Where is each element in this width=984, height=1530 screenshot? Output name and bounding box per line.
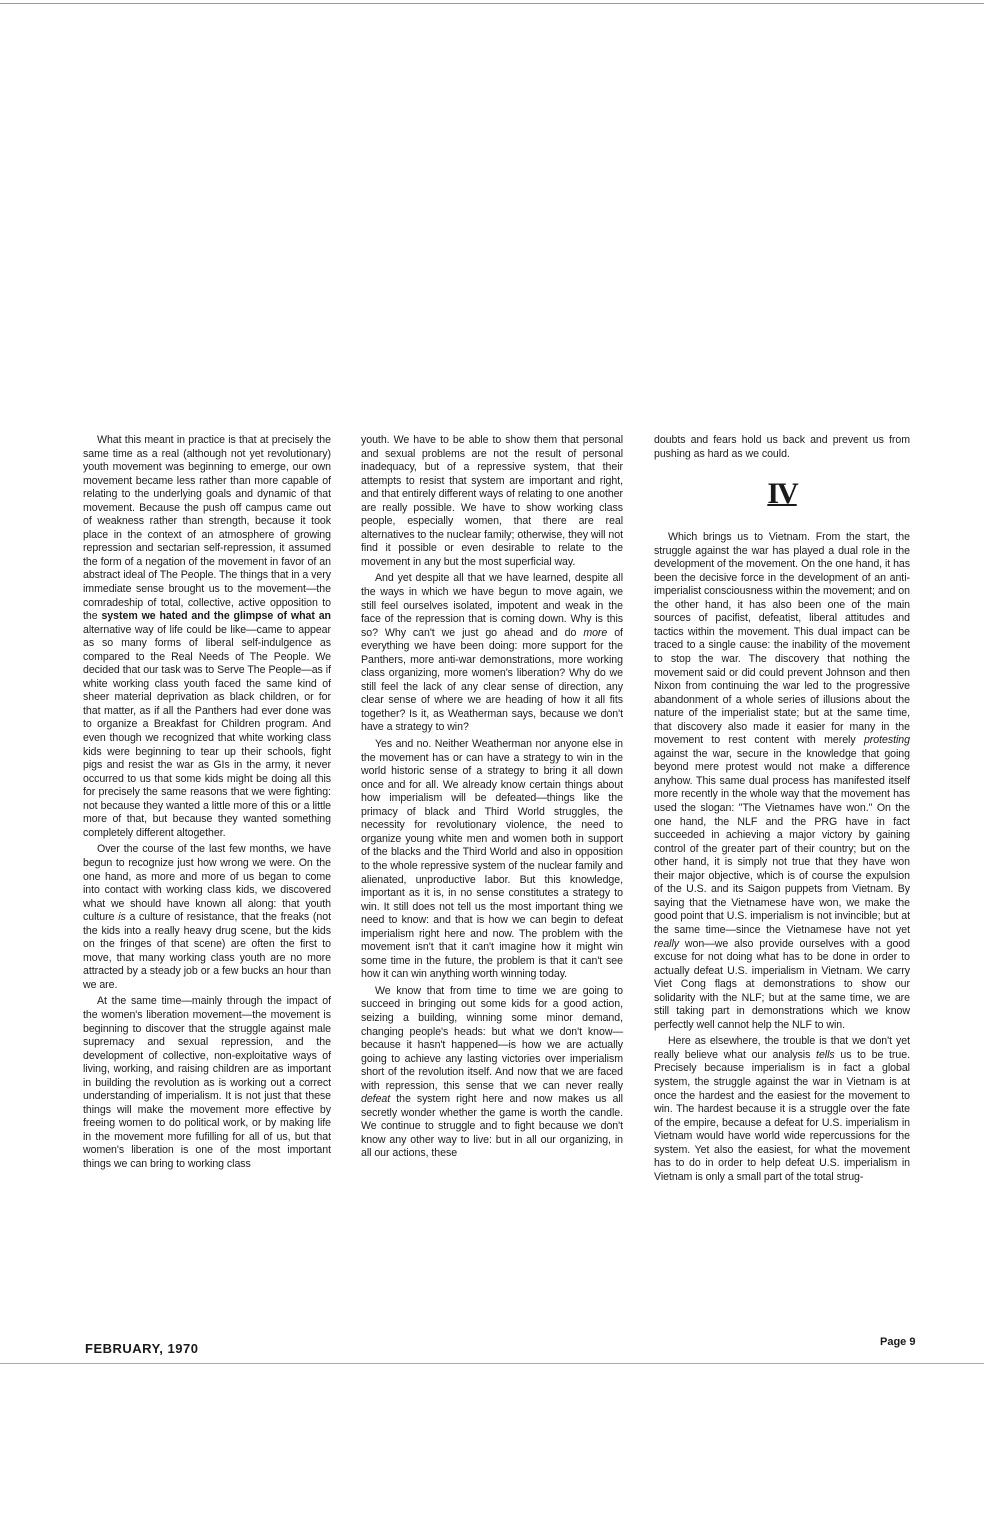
body-text: Which brings us to Vietnam. From the start, the struggle against the war has played a dual role in the development of the movement. On the one hand, it has been the decisive force in the development of an anti-imperialist consciousness within the movement; and on the other hand, it has also been one of the main sources of pacifist, defeatist, liberal attitudes and tactics within the movement. This dual impact can be traced to a single cause: the inability of the movement to stop the war. The discovery that nothing the movement said or did could prevent Johnson and then Nixon from continuing the war led to the progressive abandonment of a whole series of illusions about the nature of the imperialist state; but at the same time, that discovery also made it easier for many in the movement to rest content with merely	[654, 531, 910, 747]
body-text: us to be true. Precisely because imperialism is in fact a global system, the struggle against the war in Vietnam is at once the hardest and the easiest for the movement to win. The hardest because it is a struggle over the fate of the empire, because a defeat for U.S. imperialism in Vietnam would have world wide repercussions for the system. Yet also the easiest, for what the movement has to do in order to help defeat U.S. imperialism in Vietnam is only a small part of the total strug-	[654, 1048, 910, 1183]
body-text: the system right here and now makes us all secretly wonder whether the game is worth the candle. We continue to struggle and to fight because we don't know any other way to live: but in all our organizing, in all our actions, these	[361, 1093, 623, 1160]
paragraph: doubts and fears hold us back and prevent us from pushing as hard as we could.	[654, 434, 910, 460]
body-text: And yet despite all that we have learned, despite all the ways in which we have begun to move again, we still feel ourselves isolated, impotent and weak in the face of the repression that is coming down. Why is this so? Why can't we just go ahead and do	[361, 572, 623, 639]
emphasis-text: is	[118, 911, 126, 924]
section-numeral: IV	[767, 477, 797, 511]
bold-text: system we hated and the glimpse of what an	[101, 610, 331, 623]
paragraph: youth. We have to be able to show them that personal and sexual problems are not the result of personal inadequacy, but of a repressive system, that their attempts to resist that system are important and right, and that entirely different ways of relating to one another are really possible. We have to show working class people, especially women, that there are real alternatives to the nuclear family; otherwise, they will not find it possible or even desirable to relate to the movement in any but the most superficial way.	[361, 434, 623, 568]
emphasis-text: defeat	[361, 1093, 391, 1106]
body-text: won—we also provide ourselves with a good excuse for not doing what has to be done in order to actually defeat U.S. imperialism in Vietnam. We carry Viet Cong flags at demonstrations to show our solidarity with the NLF; but at the same time, we are still taking part in demonstrations which we know perfectly well cannot help the NLF to win.	[654, 937, 910, 1031]
body-text: Here as elsewhere, the trouble is that we don't yet really believe what our analysis	[654, 1035, 910, 1061]
body-text: What this meant in practice is that at precisely the same time as a real (although not yet revolutionary) youth movement was beginning to emerge, our own movement became less rather than more capable of relating to the underlying goals and dynamic of that movement. Because the push off campus came out of weakness rather than strength, because it took place in the context of an atmosphere of growing repression and sectarian self-repression, it assumed the form of a negation of the movement in favor of an abstract ideal of The People. The things that in a very immediate sense brought us to the movement—the comradeship of total, collective, active opposition to the	[83, 434, 331, 623]
body-text: We know that from time to time we are going to succeed in bringing out some kids for a good action, seizing a building, winning some minor demand, changing people's heads: but what we don't know—because it hasn't happened—is how we are actually going to achieve any lasting victories over imperialism short of the revolution itself. And now that we are faced with repression, this sense that we can never really	[361, 984, 623, 1092]
body-text: alternative way of life could be like—came to appear as so many forms of liberal self-indulgence as compared to the Real Needs of The People. We decided that our task was to Serve The People—as if white working class youth faced the same kind of sheer material deprivation as black children, or for that matter, as if all the Panthers had ever done was to organize a Breakfast for Children program. And even though we recognized that white working class kids were beginning to tear up their schools, fight pigs and resist the war as GIs in the army, it never occurred to us that some kids might be doing all this for precisely the same reasons that we were fighting: not because they wanted a little more of this or a little more of that, but because they wanted something completely different altogether.	[83, 623, 331, 839]
paragraph: At the same time—mainly through the impact of the women's liberation movement—the movement is beginning to discover that the struggle against male supremacy and sexual repression, and the development of collective, non-exploitative ways of living, working, and raising children are as important in building the revolution as is working out a correct understanding of imperialism. It is not just that these things will make the movement more effective by freeing women to do political work, or by making life in the movement more fufilling for all of us, but that women's liberation is one of the most important things we can bring to working class	[83, 995, 331, 1170]
emphasis-text: tells	[816, 1048, 835, 1061]
scan-edge-top	[0, 3, 984, 4]
text-column-1	[83, 434, 331, 1175]
paragraph	[83, 434, 331, 840]
body-text: against the war, secure in the knowledge that going beyond mere protest would not make a difference anyhow. This same dual process has manifested itself more recently in the whole way that the movement has used the slogan: "The Vietnames have won." On the one hand, the NLF and the PRG have in fact succeeded in achieving a major victory by gaining control of the greater part of their country; but on the other hand, it is simply not true that they have won their major objective, which is of course the expulsion of the U.S. and its Saigon puppets from Vietnam. By saying that the Vietnamese have won, we make the good point that U.S. imperialism is not invincible; but at the same time—since the Vietnamese have not yet	[654, 747, 910, 936]
paragraph	[654, 1035, 910, 1184]
paragraph	[654, 531, 910, 1032]
text-column-3	[654, 434, 910, 1187]
footer-date: FEBRUARY, 1970	[85, 1341, 199, 1356]
paragraph	[361, 985, 623, 1161]
paragraph: Yes and no. Neither Weatherman nor anyone else in the movement has or can have a strategy to win in the world historic sense of a strategy to bring it all down once and for all. We already know certain things about how imperialism will be defeated—things like the primacy of black and Third World struggles, the necessity for revolutionary violence, the need to organize young white men and women both in support of the blacks and the Third World and also in opposition to the whole repressive system of the nuclear family and alienated, unproductive labor. But this knowledge, important as it is, in no sense constitutes a strategy to win. It still does not tell us the most important thing we need to know: and that is how we can begin to defeat imperialism right here and now. The problem with the movement isn't that it can't imagine how it might win some time in the future, the problem is that it can't see how it can win anything worth winning today.	[361, 738, 623, 981]
paragraph	[361, 572, 623, 735]
paragraph	[83, 843, 331, 992]
text-column-2	[361, 434, 623, 1164]
scan-edge-bottom	[0, 1363, 984, 1364]
page-number: Page 9	[880, 1336, 916, 1348]
emphasis-text: protesting	[863, 734, 910, 747]
body-text: a culture of resistance, that the freaks (not the kids into a really heavy drug scene, but the kids on the fringes of that scene) are often the first to move, that many working class youth are no more attracted by a steady job or a few bucks an hour than we are.	[83, 911, 331, 991]
body-text: Over the course of the last few months, we have begun to recognize just how wrong we were. On the one hand, as more and more of us began to come into contact with working class kids, we discovered what we should have known all along: that youth culture	[83, 843, 331, 924]
emphasis-text: more	[583, 626, 608, 639]
body-text: of everything we have been doing: more support for the Panthers, more anti-war demonstrations, more working class organizing, more women's liberation? Why do we still feel the lack of any clear sense of direction, any clear sense of where we are heading of how it all fits together? Is it, as Weatherman says, because we don't have a strategy to win?	[361, 626, 623, 734]
emphasis-text: really	[654, 937, 680, 950]
